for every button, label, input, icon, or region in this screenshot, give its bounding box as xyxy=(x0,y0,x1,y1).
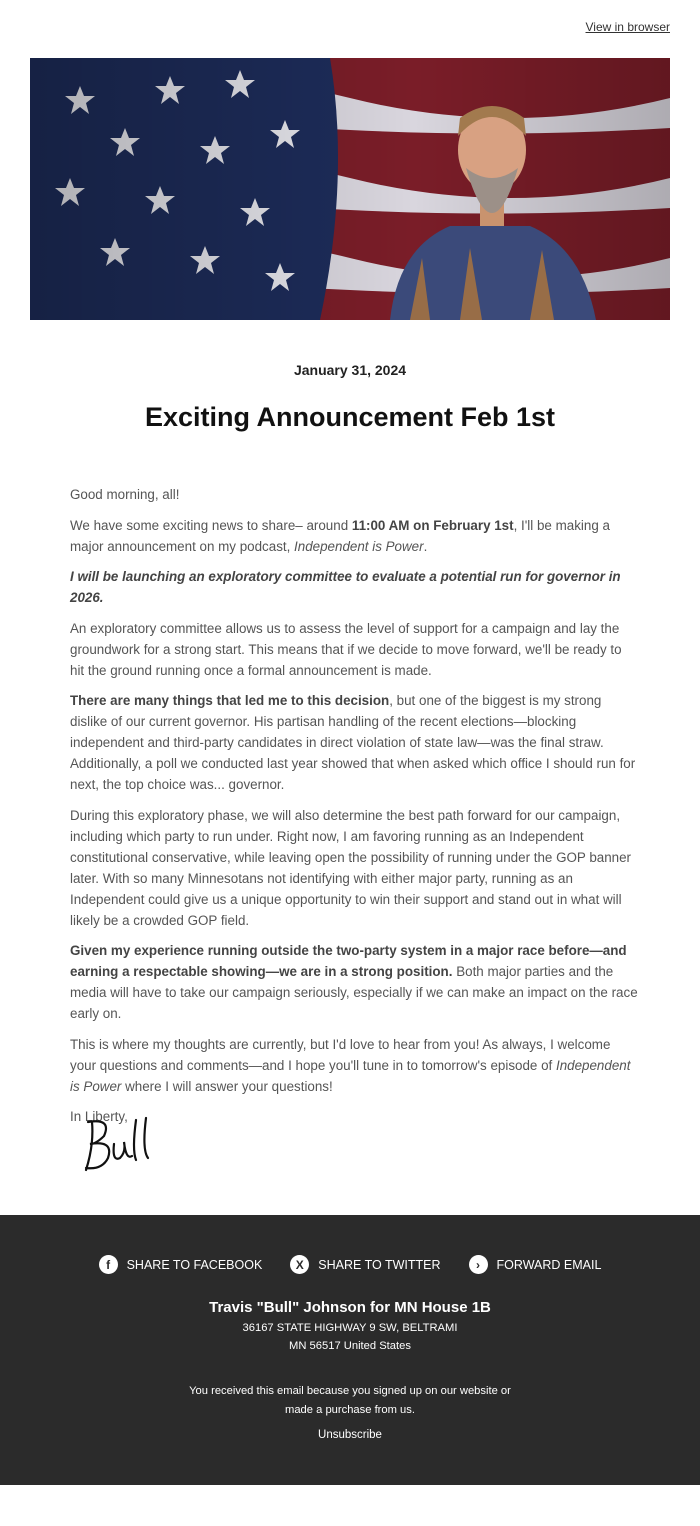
paragraph-thoughts: This is where my thoughts are currently, but I'd love to hear from you! As always, I welcome your questions and comments—and I hope you'll tune in to tomorrow's episode of Independent is Power where I will answer your questions! xyxy=(70,1036,631,1094)
post-date: January 31, 2024 xyxy=(293,362,407,378)
paragraph-path: During this exploratory phase, we will also determine the best path forward for our campaign, including which party to run under. Right now, I am favoring running as an Independent constitutional conservative, while leaving open the possibility of running under the GOP banner later. With so many Minnesotans not identifying with either major party, running as an Independent could give us a unique opportunity to win their support and stand out in what will likely be a crowded GOP field. xyxy=(70,807,632,928)
email-notice: You received this email because you signed up on our website or made a purchase from us. xyxy=(189,1385,511,1416)
closing: In Liberty, xyxy=(70,1109,128,1124)
signature xyxy=(78,1110,168,1180)
share-twitter-button[interactable]: X SHARE TO TWITTER xyxy=(290,1255,440,1274)
address-line-2: MN 56517 United States xyxy=(289,1340,411,1352)
post-title: Exciting Announcement Feb 1st xyxy=(144,402,556,432)
address-line-1: 36167 STATE HIGHWAY 9 SW, BELTRAMI xyxy=(242,1322,458,1334)
paragraph-decision: There are many things that led me to this decision, but one of the biggest is my strong dislike of our current governor. His partisan handling of the recent elections—blocking independent and third-party candidates in direct violation of state law—was the final straw. Additionally, a poll we conducted last year showed that when asked which office I should run for next, the top choice was... governor. xyxy=(70,693,636,792)
paragraph-committee: An exploratory committee allows us to assess the level of support for a campaign and lay the groundwork for a strong start. This means that if we decide to move forward, we'll be ready to hit the ground running once a formal announcement is made. xyxy=(70,620,622,678)
org-name: Travis "Bull" Johnson for MN House 1B xyxy=(209,1299,491,1316)
share-row xyxy=(0,1255,700,1274)
post-body xyxy=(70,484,638,1137)
forward-email-button[interactable]: › FORWARD EMAIL xyxy=(469,1255,602,1274)
greeting: Good morning, all! xyxy=(70,487,180,502)
unsubscribe-link[interactable]: Unsubscribe xyxy=(318,1429,382,1441)
footer xyxy=(0,1215,700,1485)
x-twitter-icon: X xyxy=(290,1255,309,1274)
paragraph-launch: I will be launching an exploratory committee to evaluate a potential run for governor in 2026. xyxy=(70,569,621,605)
forward-arrow-icon: › xyxy=(469,1255,488,1274)
hero-image xyxy=(30,58,670,320)
paragraph-experience: Given my experience running outside the two-party system in a major race before—and earning a respectable showing—we are in a strong position. Both major parties and the media will have to take our campaign seriously, especially if we can make an impact on the race early on. xyxy=(70,943,638,1021)
view-in-browser-link[interactable]: View in browser xyxy=(585,20,670,34)
share-facebook-button[interactable]: f SHARE TO FACEBOOK xyxy=(99,1255,263,1274)
paragraph-announcement: We have some exciting news to share– around 11:00 AM on February 1st, I'll be making a major announcement on my podcast, Independent is Power. xyxy=(70,517,610,554)
facebook-icon: f xyxy=(99,1255,118,1274)
